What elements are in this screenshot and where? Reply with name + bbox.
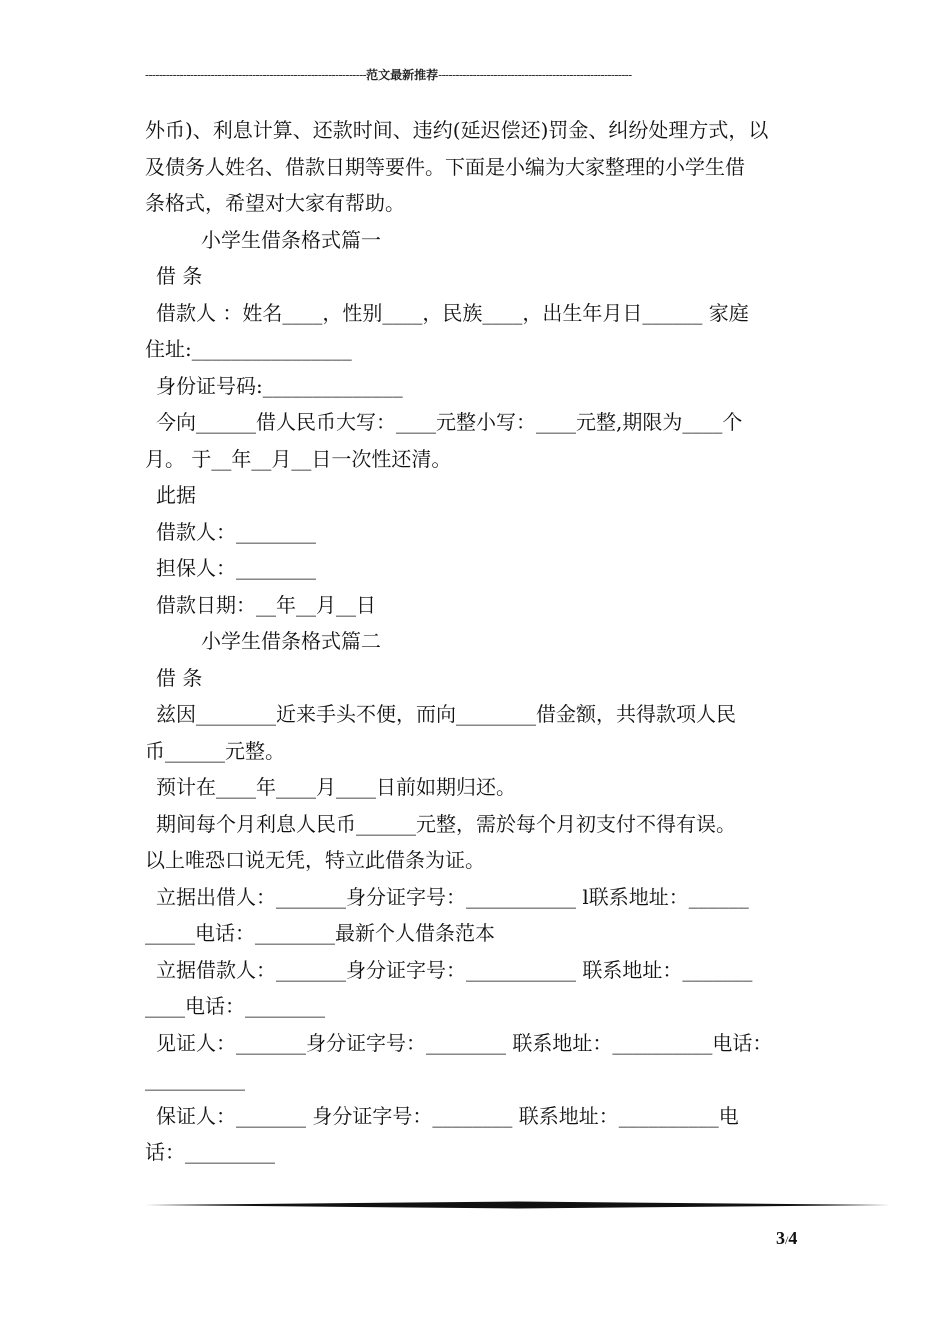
text-line: 币______元整。 — [145, 738, 285, 763]
text-line: ____电话：________ — [145, 994, 325, 1018]
page-separator: / — [785, 1233, 789, 1247]
header-title: 范文最新推荐 — [366, 68, 439, 82]
text-line: 身份证号码:______________ — [156, 373, 403, 398]
section-heading-2: 小学生借条格式篇二 — [201, 629, 381, 653]
text-line: 住址:________________ — [145, 337, 352, 361]
text-line: 今向______借人民币大写：____元整小写：____元整,期限为____个 — [156, 410, 743, 434]
page-total: 4 — [788, 1228, 798, 1248]
footer-rule — [145, 1194, 890, 1202]
note-title: 借 条 — [156, 665, 203, 690]
text-line: 立据借款人：_______身分证字号：___________ 联系地址：_______ — [156, 957, 753, 982]
text-line: 期间每个月利息人民币______元整，需於每个月初支付不得有误。 — [156, 811, 736, 836]
page-header — [145, 66, 790, 83]
text-line: 此据 — [156, 483, 196, 507]
section-heading-1: 小学生借条格式篇一 — [201, 227, 381, 252]
header-right-dashes: -------------------------------------------------------- — [438, 68, 632, 82]
text-line: 担保人：________ — [156, 556, 316, 580]
text-line: 见证人：_______身分证字号：________ 联系地址：__________电话： — [156, 1030, 773, 1055]
text-line: 兹因________近来手头不便，而向________借金额，共得款项人民 — [156, 702, 736, 726]
text-line: 借款日期：__年__月__日 — [156, 592, 376, 617]
text-line: 借款人 ：姓名____，性别____，民族____，出生年月日______ 家庭 — [156, 300, 749, 325]
page-current: 3 — [776, 1228, 785, 1248]
page-number — [776, 1228, 797, 1249]
text-line: _____电话：________最新个人借条范本 — [145, 921, 495, 945]
text-line: 立据出借人：_______身分证字号：___________ l联系地址：______ — [156, 884, 749, 909]
text-line: 以上唯恐口说无凭，特立此借条为证。 — [145, 848, 485, 872]
header-left-dashes: ---------------------------------------------------------------- — [145, 68, 367, 82]
text-line: 话：_________ — [145, 1140, 275, 1164]
text-line: 保证人：_______ 身分证字号：________ 联系地址：__________电 — [156, 1103, 739, 1128]
text-line: 条格式，希望对大家有帮助。 — [145, 191, 405, 215]
text-line: 外币)、利息计算、还款时间、违约(延迟偿还)罚金、纠纷处理方式，以 — [145, 118, 769, 142]
text-line: 预计在____年____月____日前如期归还。 — [156, 775, 516, 799]
note-title: 借 条 — [156, 264, 203, 288]
text-line: __________ — [145, 1067, 245, 1091]
text-line: 及债务人姓名、借款日期等要件。下面是小编为大家整理的小学生借 — [145, 154, 745, 179]
text-line: 月。 于__年__月__日一次性还清。 — [145, 446, 452, 471]
document-body — [145, 112, 807, 1171]
text-line: 借款人：________ — [156, 519, 316, 544]
